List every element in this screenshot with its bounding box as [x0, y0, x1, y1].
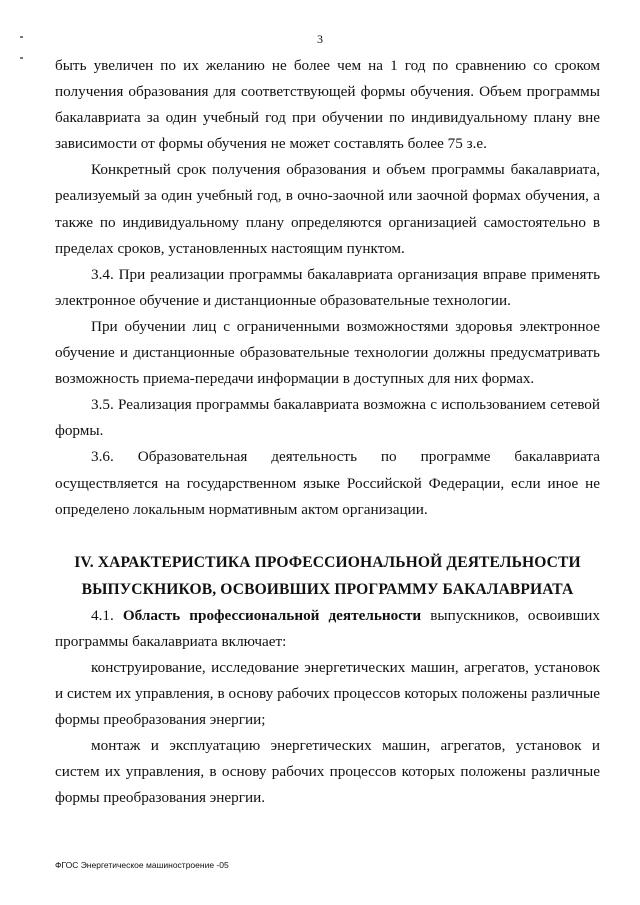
page-number: 3 [317, 32, 323, 46]
document-body [55, 53, 600, 811]
paragraph-4-1 [55, 603, 600, 655]
section-heading [55, 549, 600, 603]
paragraph-continuation: быть увеличен по их желанию не более чем на 1 год по сравнению со сроком получения образования для соответствующей формы обучения. Объем программы бакалавриата за один учебный год при обучении по индивидуальному плану вне зависимости от формы обучения не может составлять более 75 з.е. [55, 57, 600, 153]
section-heading-line-1: IV. ХАРАКТЕРИСТИКА ПРОФЕССИОНАЛЬНОЙ ДЕЯТЕЛЬНОСТИ [74, 553, 581, 571]
paragraph-3-6: 3.6. Образовательная деятельность по программе бакалавриата осуществляется на государственном языке Российской Федерации, если иное не определено локальным нормативным актом организации. [55, 448, 600, 518]
clause-text: выпускников, освоивших программы бакалавриата включает: [55, 606, 600, 650]
paragraph-3-4: 3.4. При реализации программы бакалавриата организация вправе применять электронное обучение и дистанционные образовательные технологии. [55, 265, 600, 309]
clause-number: 4.1. [91, 606, 114, 624]
paragraph-3-5: 3.5. Реализация программы бакалавриата возможна с использованием сетевой формы. [55, 396, 600, 440]
scan-mark-bottom [20, 57, 23, 59]
list-item-installation: монтаж и эксплуатацию энергетических машин, агрегатов, установок и систем их управления, в основу рабочих процессов которых положены различные формы преобразования энергии. [55, 737, 600, 807]
paragraph-disabilities: При обучении лиц с ограниченными возможностями здоровья электронное обучение и дистанционные образовательные технологии должны предусматривать возможность приема-передачи информации в доступных для них формах. [55, 317, 600, 388]
section-heading-line-2: ВЫПУСКНИКОВ, ОСВОИВШИХ ПРОГРАММУ БАКАЛАВРИАТА [81, 580, 574, 598]
paragraph-term-and-volume: Конкретный срок получения образования и объем программы бакалавриата, реализуемый за один учебный год, в очно-заочной или заочной формах обучения, а также по индивидуальному плану определяются организацией самостоятельно в пределах сроков, установленных настоящим пунктом. [55, 161, 600, 257]
list-item-design: конструирование, исследование энергетических машин, агрегатов, установок и систем их управления, в основу рабочих процессов которых положены различные формы преобразования энергии; [55, 658, 600, 729]
footer-doc-code: ФГОС Энергетическое машиностроение -05 [55, 860, 229, 870]
clause-bold-term: Область профессиональной деятельности [122, 606, 422, 624]
